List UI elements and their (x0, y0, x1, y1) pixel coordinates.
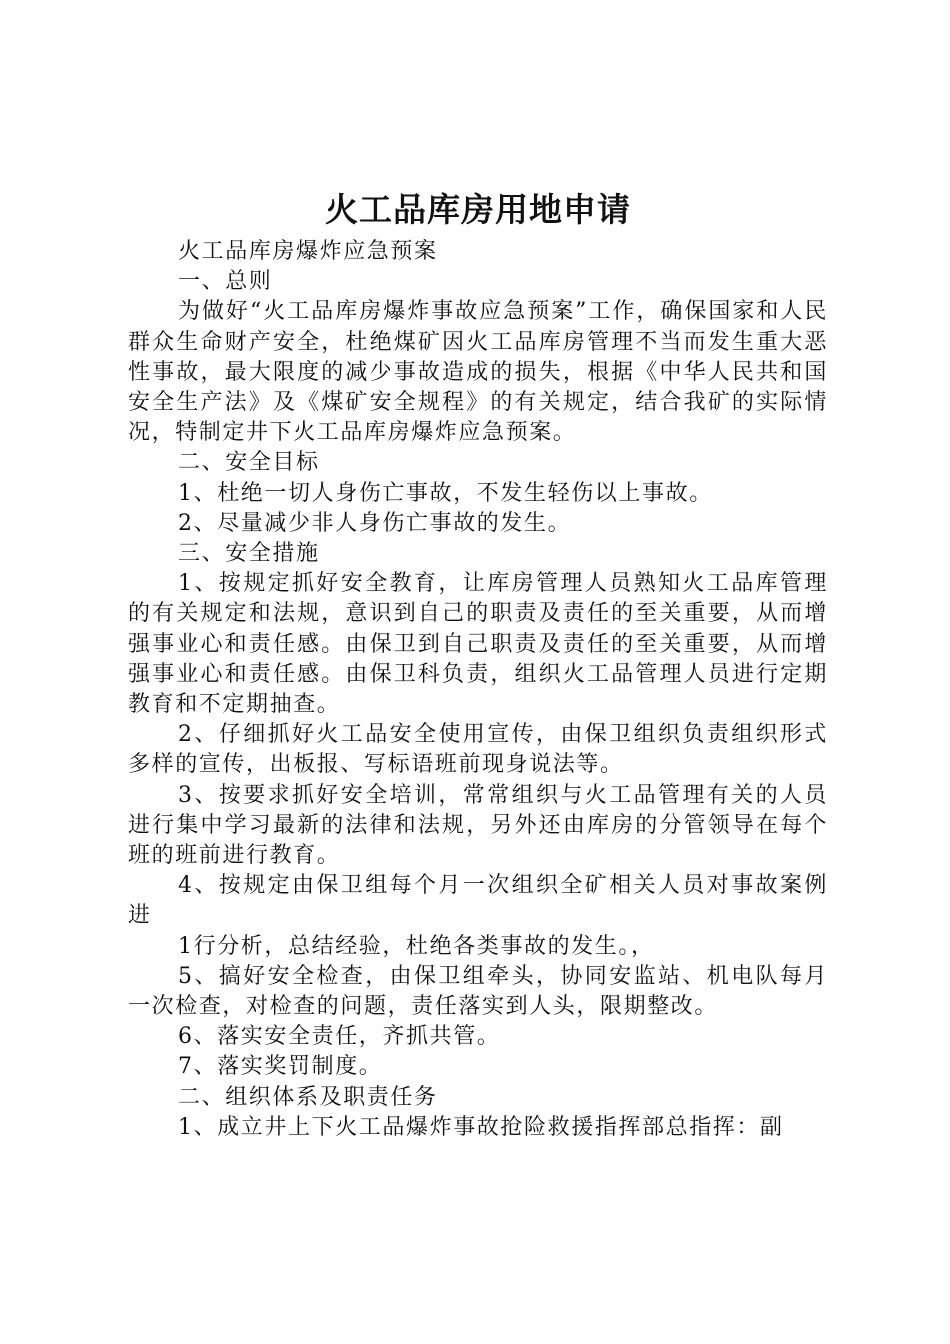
section-heading-general: 一、总则 (178, 269, 273, 295)
list-item: 4、按规定由保卫组每个月一次组织全矿相关人员对事故案例进 (128, 873, 828, 929)
section-heading-safety-measures: 三、安全措施 (178, 541, 320, 567)
list-item: 2、仔细抓好火工品安全使用宣传，由保卫组织负责组织形式多样的宣传，出板报、写标语班前现身说法等。 (128, 722, 828, 778)
list-item: 1、杜绝一切人身伤亡事故，不发生轻伤以上事故。 (178, 480, 713, 506)
section-heading-organization: 二、组织体系及职责任务 (178, 1084, 438, 1110)
list-item: 1、成立井上下火工品爆炸事故抢险救援指挥部总指挥：副 (178, 1114, 784, 1140)
document-title: 火工品库房用地申请 (325, 190, 631, 229)
body-paragraph: 为做好“火工品库房爆炸事故应急预案”工作，确保国家和人民群众生命财产安全，杜绝煤矿因火工品库房管理不当而发生重大恶性事故，最大限度的减少事故造成的损失，根据《中华人民共和国安全生产法》及《煤矿安全规程》的有关规定，结合我矿的实际情况，特制定井下火工品库房爆炸应急预案。 (128, 299, 828, 446)
list-item: 7、落实奖罚制度。 (178, 1054, 383, 1080)
list-item: 1行分析，总结经验，杜绝各类事故的发生。， (178, 933, 655, 959)
subtitle-paragraph: 火工品库房爆炸应急预案 (178, 239, 438, 264)
document-page (128, 185, 828, 1143)
list-item: 5、搞好安全检查，由保卫组牵头，协同安监站、机电队每月一次检查，对检查的问题，责任落实到人头，限期整改。 (128, 963, 828, 1020)
list-item: 3、按要求抓好安全培训，常常组织与火工品管理有关的人员进行集中学习最新的法律和法规，另外还由库房的分管领导在每个班的班前进行教育。 (128, 782, 828, 869)
list-item: 2、尽量减少非人身伤亡事故的发生。 (178, 510, 572, 536)
list-item: 1、按规定抓好安全教育，让库房管理人员熟知火工品库管理的有关规定和法规，意识到自己的职责及责任的至关重要，从而增强事业心和责任感。由保卫到自己职责及责任的至关重要，从而增强事业心和责任感。由保卫科负责，组织火工品管理人员进行定期教育和不定期抽查。 (128, 571, 828, 718)
section-heading-safety-goals: 二、安全目标 (178, 450, 320, 476)
list-item: 6、落实安全责任，齐抓共管。 (178, 1024, 501, 1050)
